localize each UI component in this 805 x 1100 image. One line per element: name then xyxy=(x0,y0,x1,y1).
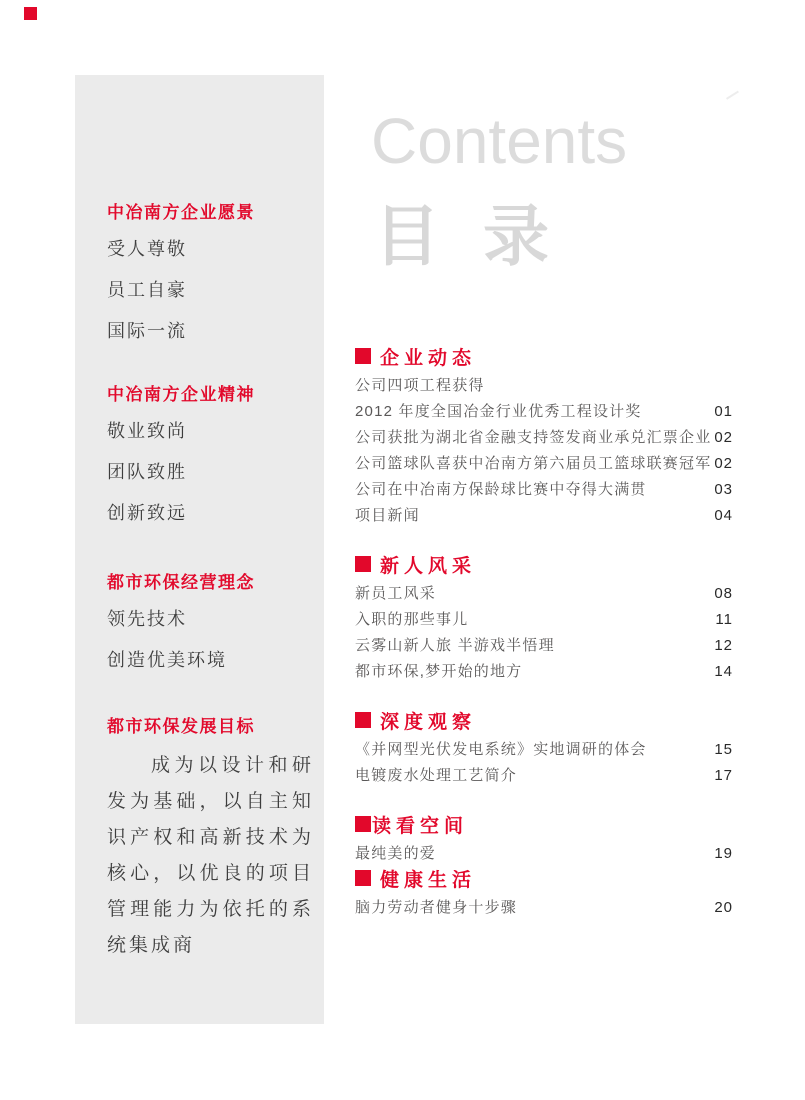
toc-entry-page-number: 04 xyxy=(714,507,733,524)
toc-entry-page-number: 02 xyxy=(714,429,733,446)
toc-section-heading xyxy=(355,345,733,367)
sidebar-section-heading: 中冶南方企业愿景 xyxy=(107,203,255,222)
sidebar-section xyxy=(107,201,314,352)
toc-entry-title: 《并网型光伏发电系统》实地调研的体会 xyxy=(355,741,647,758)
toc-entry-title: 云雾山新人旅 半游戏半悟理 xyxy=(355,637,555,654)
toc-entry-title: 新员工风采 xyxy=(355,585,437,602)
toc-section-heading xyxy=(355,867,733,889)
sidebar-value-item: 员工自豪 xyxy=(107,280,187,300)
sidebar-value-item: 创造优美环境 xyxy=(107,650,227,670)
sidebar-section xyxy=(107,571,314,681)
sidebar-value-item: 领先技术 xyxy=(107,609,187,629)
toc-entry-title: 入职的那些事儿 xyxy=(355,611,469,628)
sidebar-section-heading: 中冶南方企业精神 xyxy=(107,385,255,404)
faint-print-artifact xyxy=(726,91,740,102)
toc-section xyxy=(355,553,733,685)
toc-entry xyxy=(355,895,733,921)
toc-section-heading-label: 读看空间 xyxy=(372,815,469,837)
sidebar-value-item: 创新致远 xyxy=(107,503,187,523)
toc-entry-title: 公司在中冶南方保龄球比赛中夺得大满贯 xyxy=(355,481,647,498)
red-square-icon xyxy=(355,712,371,728)
toc-section xyxy=(355,813,733,867)
red-square-icon xyxy=(355,348,371,364)
toc-section-heading xyxy=(355,553,733,575)
toc-entry-page-number: 14 xyxy=(714,663,733,680)
toc-entry-title: 最纯美的爱 xyxy=(355,845,437,862)
contents-title-chinese: 目 录 xyxy=(374,197,559,275)
toc-section xyxy=(355,709,733,789)
sidebar-section xyxy=(107,715,314,964)
toc-entry xyxy=(355,659,733,685)
sidebar-section-heading: 都市环保发展目标 xyxy=(107,717,255,736)
toc-entry xyxy=(355,633,733,659)
toc-entry-page-number: 11 xyxy=(715,611,733,628)
toc-section xyxy=(355,345,733,529)
toc-entry-page-number: 17 xyxy=(714,767,733,784)
toc-entry-page-number: 03 xyxy=(714,481,733,498)
sidebar-value-item: 国际一流 xyxy=(107,321,187,341)
toc-section-heading xyxy=(355,813,733,835)
toc-entry xyxy=(355,581,733,607)
toc-entry-page-number: 19 xyxy=(714,845,733,862)
toc-entry-page-number: 20 xyxy=(714,899,733,916)
toc-entry xyxy=(355,607,733,633)
toc-section-heading-label: 新人风采 xyxy=(380,555,477,577)
sidebar-value-item: 受人尊敬 xyxy=(107,239,187,259)
toc-entry xyxy=(355,477,733,503)
toc-entry-title: 电镀废水处理工艺简介 xyxy=(355,767,518,784)
toc-entry-page-number: 08 xyxy=(714,585,733,602)
toc-entry xyxy=(355,425,733,451)
toc-entry xyxy=(355,451,733,477)
toc-entry xyxy=(355,399,733,425)
toc-entry-title: 脑力劳动者健身十步骤 xyxy=(355,899,518,916)
red-square-icon xyxy=(355,870,371,886)
toc-entry xyxy=(355,763,733,789)
toc-entry-title: 都市环保,梦开始的地方 xyxy=(355,663,523,680)
toc-entry xyxy=(355,737,733,763)
toc-entry-page-number: 01 xyxy=(714,403,733,420)
sidebar-value-item: 团队致胜 xyxy=(107,462,187,482)
red-square-icon xyxy=(355,556,371,572)
toc-entry xyxy=(355,373,733,399)
toc-entry-title: 公司四项工程获得 xyxy=(355,377,485,394)
company-values-sidebar xyxy=(75,75,324,1024)
sidebar-value-item: 敬业致尚 xyxy=(107,421,187,441)
toc-entry-title: 2012 年度全国冶金行业优秀工程设计奖 xyxy=(355,403,642,420)
toc-section-heading-label: 健康生活 xyxy=(380,869,477,891)
red-square-icon xyxy=(355,816,371,832)
sidebar-section-heading: 都市环保经营理念 xyxy=(107,573,255,592)
toc-entry xyxy=(355,503,733,529)
sidebar-goal-paragraph: 成为以设计和研发为基础，以自主知识产权和高新技术为核心，以优良的项目管理能力为依托的系统集成商 xyxy=(107,755,314,956)
toc-entry-page-number: 02 xyxy=(714,455,733,472)
contents-title-english: Contents xyxy=(371,105,628,177)
toc-section-heading-label: 企业动态 xyxy=(380,347,477,369)
sidebar-section xyxy=(107,383,314,534)
toc-section-heading-label: 深度观察 xyxy=(380,711,477,733)
toc-section-heading xyxy=(355,709,733,731)
toc-entry-title: 公司篮球队喜获中冶南方第六届员工篮球联赛冠军 xyxy=(355,455,712,472)
toc-entry-title: 项目新闻 xyxy=(355,507,420,524)
table-of-contents xyxy=(355,345,733,945)
red-square-icon xyxy=(24,7,37,20)
toc-section xyxy=(355,867,733,921)
toc-entry-title: 公司获批为湖北省金融支持签发商业承兑汇票企业 xyxy=(355,429,712,446)
toc-entry xyxy=(355,841,733,867)
toc-entry-page-number: 15 xyxy=(714,741,733,758)
toc-entry-page-number: 12 xyxy=(714,637,733,654)
